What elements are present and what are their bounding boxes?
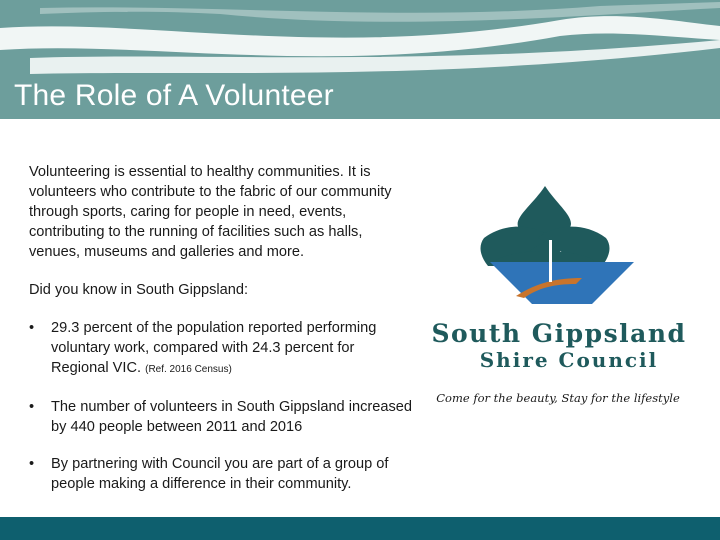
south-gippsland-logo — [428, 180, 690, 420]
question-paragraph: Did you know in South Gippsland: — [29, 282, 249, 298]
logo-subtitle: Shire Council — [479, 348, 659, 372]
slide-body — [29, 162, 413, 511]
list-item — [29, 318, 413, 380]
slide-title: The Role of A Volunteer — [14, 79, 334, 112]
logo-title: South Gippsland — [431, 319, 687, 348]
census-reference: (Ref. 2016 Census) — [145, 364, 232, 375]
bullet-icon: • — [29, 399, 35, 415]
intro-paragraph: Volunteering is essential to healthy communities. It is volunteers who contribute to the fabric of our community through sports, caring for people in need, events, contributing to the running of facilities such as halls, venues, museums and galleries and more. — [29, 164, 392, 260]
bullet-text: 29.3 percent of the population reported performing voluntary work, compared with 24.3 percent for Regional VIC. — [51, 320, 377, 376]
slide-footer-bar — [0, 517, 720, 540]
bullet-icon: • — [29, 456, 35, 472]
list-item — [29, 454, 413, 494]
bullet-icon: • — [29, 320, 35, 336]
fact-list — [29, 318, 413, 494]
bullet-text: By partnering with Council you are part of a group of people making a difference in their community. — [51, 456, 389, 492]
bullet-text: The number of volunteers in South Gippsland increased by 440 people between 2011 and 2016 — [51, 399, 413, 435]
logo-tagline: Come for the beauty, Stay for the lifestyle — [436, 391, 680, 405]
list-item — [29, 397, 413, 437]
slide-header — [0, 0, 720, 119]
